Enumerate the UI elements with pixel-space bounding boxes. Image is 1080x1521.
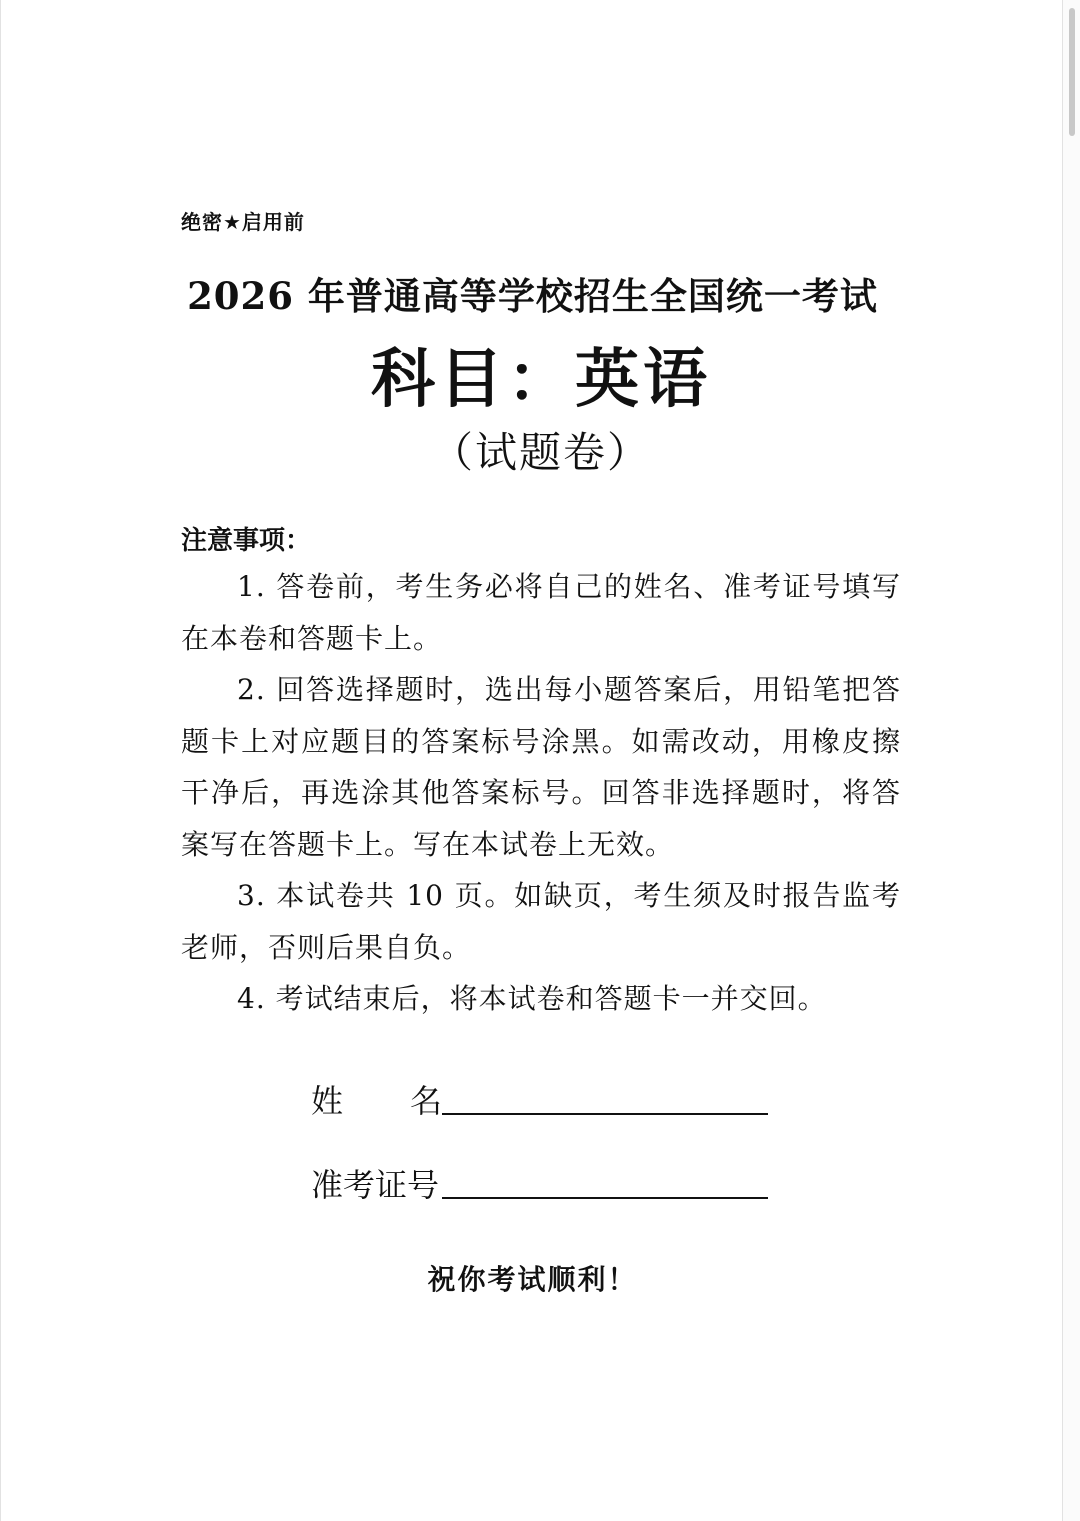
- notice-list: [181, 561, 901, 1025]
- id-row: [311, 1160, 781, 1244]
- notice-item-4: 4. 考试结束后，将本试卷和答题卡一并交回。: [237, 982, 827, 1015]
- paper-type: （试题卷）: [430, 428, 651, 477]
- exam-title: 2026 年普通高等学校招生全国统一考试: [187, 274, 878, 318]
- scrollbar-thumb[interactable]: [1069, 8, 1075, 136]
- notice-heading: 注意事项：: [181, 526, 312, 556]
- subject-title: 科目：英语: [371, 343, 711, 417]
- name-row: [311, 1076, 781, 1160]
- exam-id-label: 准考证号: [311, 1166, 440, 1204]
- exam-id-field[interactable]: [442, 1197, 768, 1199]
- scrollbar[interactable]: [1063, 0, 1080, 1521]
- notice-item-1: 1. 答卷前，考生务必将自己的姓名、准考证号填写在本卷和答题卡上。: [181, 570, 901, 655]
- closing-message: 祝你考试顺利！: [427, 1263, 638, 1296]
- name-label: 姓名: [311, 1082, 510, 1120]
- name-field[interactable]: [442, 1113, 768, 1115]
- notice-item-3: 3. 本试卷共 10 页。如缺页，考生须及时报告监考老师，否则后果自负。: [181, 879, 901, 964]
- candidate-info-form: [311, 1076, 781, 1244]
- notice-item-2: 2. 回答选择题时，选出每小题答案后，用铅笔把答题卡上对应题目的答案标号涂黑。如需改动，用橡皮擦干净后，再选涂其他答案标号。回答非选择题时，将答案写在答题卡上。写在本试卷上无效。: [181, 673, 901, 861]
- classification-label: 绝密★启用前: [181, 210, 305, 234]
